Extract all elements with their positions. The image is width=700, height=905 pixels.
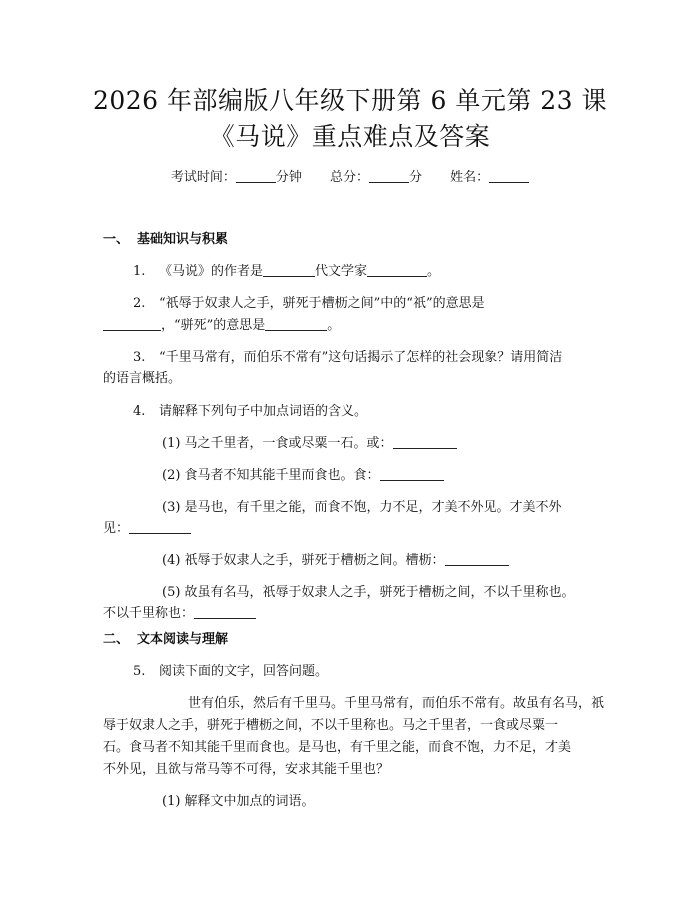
question-4-text: 请解释下列句子中加点词语的含义。: [159, 404, 368, 419]
question-1-text-b: 代文学家: [315, 264, 368, 279]
question-5: [133, 662, 328, 682]
question-4-sub-3-line-2: [103, 519, 191, 539]
exam-meta: [0, 168, 700, 188]
exam-time-blank[interactable]: [236, 170, 276, 183]
question-4-sub-5-line-1: (5) 故虽有名马，祇辱于奴隶人之手，骈死于槽枥之间，不以千里称也。: [162, 585, 575, 600]
question-4: [133, 402, 367, 422]
question-4-sub-2-blank[interactable]: [380, 468, 444, 481]
question-4-sub-4-text: (4) 祇辱于奴隶人之手，骈死于槽枥之间。槽枥：: [162, 553, 445, 568]
exam-time-label: 考试时间：: [170, 170, 236, 185]
question-5-sub-1: (1) 解释文中加点的词语。: [162, 794, 315, 809]
question-3-number: 3.: [133, 350, 146, 365]
question-4-sub-1-text: (1) 马之千里者，一食或尽粟一石。或：: [162, 436, 393, 451]
section-1-heading: [103, 230, 228, 250]
question-2-line-2: [103, 316, 340, 336]
section-1-number: 一、: [103, 232, 130, 247]
question-4-sub-5-blank[interactable]: [194, 606, 256, 619]
question-1-number: 1.: [133, 264, 146, 279]
question-4-sub-2-text: (2) 食马者不知其能千里而食也。食：: [162, 468, 380, 483]
question-4-sub-2: [162, 466, 444, 486]
question-2-number: 2.: [133, 296, 146, 311]
question-1-text-a: 《马说》的作者是: [159, 264, 264, 279]
section-2-number: 二、: [103, 632, 130, 647]
exam-score-blank[interactable]: [369, 170, 409, 183]
question-1-blank-author[interactable]: [263, 264, 315, 277]
question-5-text: 阅读下面的文字，回答问题。: [159, 664, 329, 679]
title-line-2: 《马说》重点难点及答案: [209, 122, 491, 151]
question-4-sub-3-blank[interactable]: [129, 521, 191, 534]
question-4-sub-5-line-2: [103, 604, 256, 624]
exam-name: [450, 170, 529, 185]
exam-score: [330, 170, 426, 185]
question-3-line-1: [133, 348, 562, 368]
question-2-blank-1[interactable]: [103, 318, 161, 331]
exam-name-label: 姓名：: [450, 170, 490, 185]
question-2-text-1: “祇辱于奴隶人之手，骈死于槽枥之间”中的“祇”的意思是: [159, 296, 485, 311]
question-2-text-2b: 。: [327, 318, 341, 333]
question-4-sub-1: [162, 434, 457, 454]
question-1: [133, 262, 440, 282]
title-line-1: 2026 年部编版八年级下册第 6 单元第 23 课: [92, 86, 608, 115]
exam-score-unit: 分: [409, 170, 423, 185]
exam-name-blank[interactable]: [489, 170, 529, 183]
section-2-title: 文本阅读与理解: [137, 632, 229, 647]
reading-passage-line-1: 世有伯乐，然后有千里马。千里马常有，而伯乐不常有。故虽有名马，祇: [188, 696, 605, 711]
reading-passage-line-3: 石。食马者不知其能千里而食也。是马也，有千里之能，而食不饱，力不足，才美: [103, 740, 572, 755]
exam-time: [171, 170, 306, 185]
question-3-text-1: “千里马常有，而伯乐不常有”这句话揭示了怎样的社会现象？请用简洁: [159, 350, 563, 365]
question-3-line-2: 的语言概括。: [103, 371, 182, 386]
section-1-title: 基础知识与积累: [137, 232, 229, 247]
reading-passage-line-2: 辱于奴隶人之手，骈死于槽枥之间，不以千里称也。马之千里者，一食或尽粟一: [103, 718, 559, 733]
question-4-sub-4: [162, 551, 509, 571]
question-4-sub-3-text-2: 见：: [103, 521, 130, 536]
question-2-blank-2[interactable]: [265, 318, 327, 331]
question-4-sub-5-text-2: 不以千里称也：: [103, 606, 195, 621]
exam-time-unit: 分钟: [275, 170, 302, 185]
question-2-line-1: [133, 294, 485, 314]
question-4-sub-1-blank[interactable]: [393, 436, 457, 449]
question-2-text-2a: ，“骈死”的意思是: [161, 318, 266, 333]
reading-passage-line-4: 不外见，且欲与常马等不可得，安求其能千里也？: [103, 762, 390, 777]
question-5-number: 5.: [133, 664, 146, 679]
question-4-sub-4-blank[interactable]: [445, 553, 509, 566]
section-2-heading: [103, 630, 228, 650]
question-1-text-c: 。: [427, 264, 441, 279]
exam-score-label: 总分：: [329, 170, 369, 185]
question-1-blank-dynasty[interactable]: [367, 264, 427, 277]
question-4-sub-3-line-1: (3) 是马也，有千里之能，而食不饱，力不足，才美不外见。才美不外: [162, 500, 562, 515]
question-4-number: 4.: [133, 404, 146, 419]
